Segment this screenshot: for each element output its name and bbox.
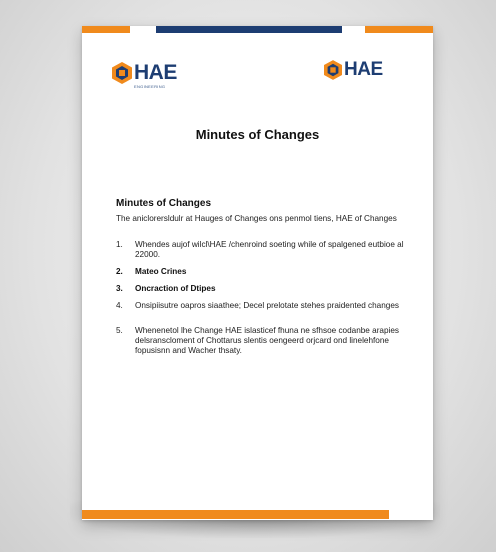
list-item-text: Whenenetol lhe Change HAE islasticef fhuna ne sfhsoe codanbe arapies delsranscloment of Chottarus slentis oengeerd orjcard ond linelehfone fopusisnn and Wacher thsaty. xyxy=(135,326,399,355)
list-item-number: 2. xyxy=(116,267,123,276)
section-title: Minutes of Changes xyxy=(116,198,212,209)
list-item xyxy=(116,326,406,356)
list-item-text: Mateo Crines xyxy=(135,267,187,276)
list-item xyxy=(116,267,406,277)
list-item-text: Whendes aujof wilcl\HAE /chenroind soeting while of spalgened eutbioe al 22000. xyxy=(135,240,404,259)
top-stripe-orange-left xyxy=(82,26,130,33)
hae-logo-icon xyxy=(324,60,342,80)
logo-text: HAE xyxy=(134,61,177,84)
top-stripe-navy xyxy=(156,26,342,33)
logo-text: HAE xyxy=(344,59,383,80)
bottom-stripe-orange xyxy=(82,510,389,519)
hae-logo-right xyxy=(324,60,383,80)
hae-logo-icon xyxy=(112,62,132,84)
list-item-number: 3. xyxy=(116,284,123,293)
list-item-number: 4. xyxy=(116,301,123,310)
list-item-number: 5. xyxy=(116,326,123,335)
document-page xyxy=(82,26,433,520)
list-item xyxy=(116,301,406,311)
document-title: Minutes of Changes xyxy=(195,127,320,142)
list-item-number: 1. xyxy=(116,240,123,249)
list-item-text: Onsipiisutre oapros siaathee; Decel prelotate stehes praidented changes xyxy=(135,301,399,310)
hae-logo-left xyxy=(112,62,177,89)
list-item xyxy=(116,284,406,294)
list-item xyxy=(116,240,406,260)
top-stripe-orange-right xyxy=(365,26,433,33)
list-item-text: Oncraction of Dtipes xyxy=(135,284,216,293)
logo-tagline: ENGINEERING xyxy=(134,84,166,89)
intro-paragraph: The aniclorersldulr at Hauges of Changes ons penmol tiens, HAE of Changes xyxy=(116,214,397,223)
